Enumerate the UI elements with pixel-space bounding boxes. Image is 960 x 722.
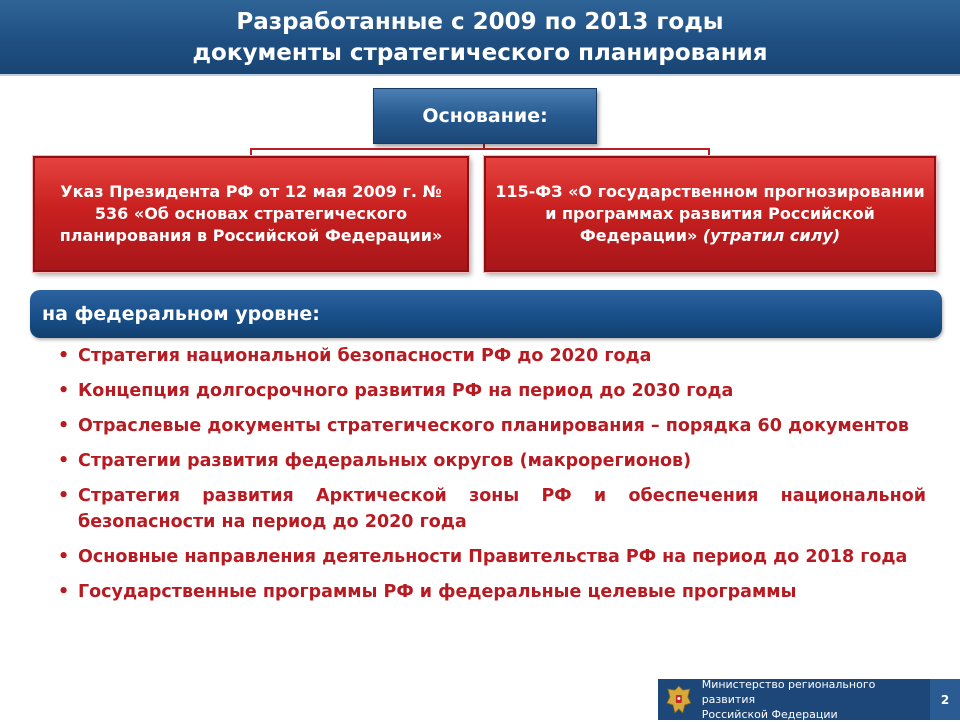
title-line-1: Разработанные с 2009 по 2013 годы [236, 9, 724, 35]
federal-law-status: (утратил силу) [702, 226, 841, 245]
list-item-text: Концепция долгосрочного развития РФ на период до 2030 года [78, 381, 734, 401]
federal-law-box [484, 156, 936, 272]
federal-law-title: 115-ФЗ «О государственном прогнозировании и программах развития Российской Федерации» [495, 182, 925, 245]
basis-label: Основание: [422, 105, 548, 127]
ministry-name [702, 677, 930, 722]
presidential-decree-text: Указ Президента РФ от 12 мая 2009 г. № 536 «Об основах стратегического планирования в Российской Федерации» [59, 182, 443, 245]
list-item-text: Стратегии развития федеральных округов (макрорегионов) [78, 451, 692, 471]
bullet-icon: • [58, 486, 70, 506]
list-item [56, 544, 926, 570]
coat-of-arms-icon [664, 683, 694, 717]
title-line-2: документы стратегического планирования [192, 40, 768, 66]
list-item [56, 378, 926, 404]
bullet-icon: • [58, 547, 70, 567]
connector-left-drop [250, 148, 252, 156]
basis-header [373, 88, 597, 144]
list-item [56, 413, 926, 439]
federal-level-label: на федеральном уровне: [42, 303, 320, 325]
bullet-icon: • [58, 451, 70, 471]
slide-title [0, 0, 960, 76]
list-item-text: Стратегия развития Арктической зоны РФ и обеспечения национальной безопасности на период до 2020 года [78, 486, 926, 532]
connector-horizontal [250, 148, 710, 150]
presidential-decree-box [33, 156, 469, 272]
bullet-icon: • [58, 416, 70, 436]
bullet-icon: • [58, 346, 70, 366]
list-item-text: Основные направления деятельности Правительства РФ на период до 2018 года [78, 547, 908, 567]
ministry-footer [658, 679, 930, 720]
list-item-text: Государственные программы РФ и федеральные целевые программы [78, 582, 797, 602]
list-item [56, 448, 926, 474]
connector-right-drop [708, 148, 710, 156]
ministry-name-line-2: Российской Федерации [701, 708, 838, 721]
page-number: 2 [930, 679, 960, 720]
federal-documents-list [56, 343, 926, 614]
list-item [56, 483, 926, 535]
federal-law-text [492, 181, 928, 247]
list-item [56, 579, 926, 605]
ministry-name-line-1: Министерство регионального развития [701, 678, 876, 706]
list-item-text: Стратегия национальной безопасности РФ до 2020 года [78, 346, 652, 366]
list-item [56, 343, 926, 369]
bullet-icon: • [58, 381, 70, 401]
federal-level-header [30, 290, 942, 338]
bullet-icon: • [58, 582, 70, 602]
list-item-text: Отраслевые документы стратегического планирования – порядка 60 документов [78, 416, 909, 436]
